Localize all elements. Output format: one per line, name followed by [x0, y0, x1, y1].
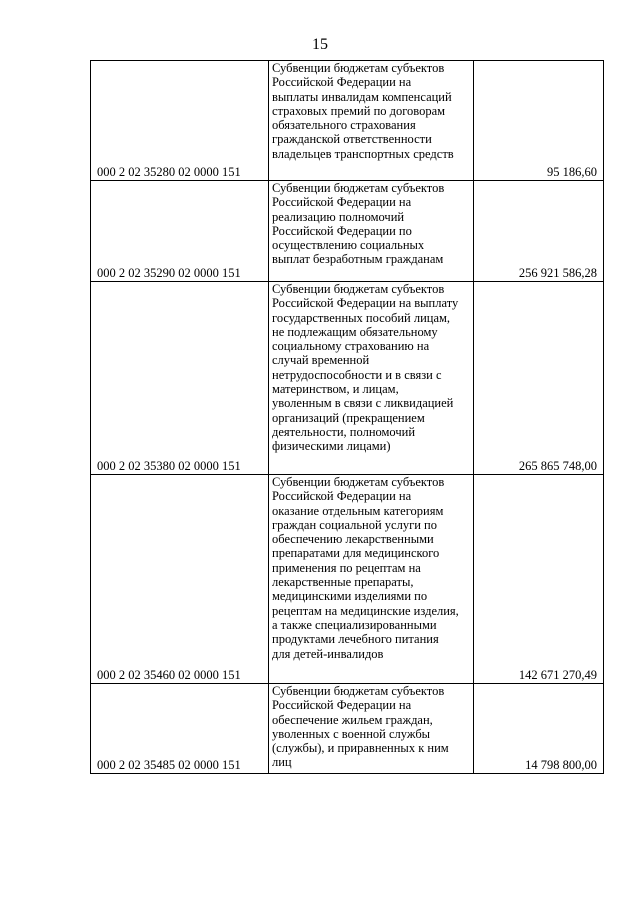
amount: 256 921 586,28	[474, 181, 604, 282]
description-line: обеспечению лекарственными	[272, 532, 434, 547]
description-line: уволенным в связи с ликвидацией	[272, 396, 454, 411]
description-line: оказание отдельным категориям	[272, 503, 444, 518]
description-line: реализацию полномочий	[272, 209, 405, 224]
amount: 95 186,60	[474, 61, 604, 181]
page-number: 15	[312, 36, 328, 53]
description	[269, 61, 474, 181]
description-line: владельцев транспортных средств	[272, 146, 454, 161]
description-line: Субвенции бюджетам субъектов	[272, 181, 445, 195]
description-line: Субвенции бюджетам субъектов	[272, 282, 445, 296]
description-line: обеспечение жильем граждан,	[272, 712, 433, 727]
description-line: Субвенции бюджетам субъектов	[272, 61, 445, 75]
description-line: медицинскими изделиями по	[272, 589, 428, 604]
description-line: препаратами для медицинского	[272, 546, 440, 561]
description-line: (службы), и приравненных к ним	[272, 741, 449, 756]
description-line: деятельности, полномочий	[272, 424, 416, 439]
table-row	[91, 282, 604, 475]
description-line: гражданской ответственности	[272, 132, 432, 147]
budget-code: 000 2 02 35280 02 0000 151	[91, 61, 269, 181]
description-line: нетрудоспособности и в связи с	[272, 367, 442, 382]
description-line: Российской Федерации на	[272, 489, 412, 504]
description	[269, 181, 474, 282]
amount: 142 671 270,49	[474, 475, 604, 684]
description-line: случай временной	[272, 353, 370, 368]
table-row	[91, 684, 604, 774]
table-row	[91, 475, 604, 684]
description-line: Российской Федерации на	[272, 698, 412, 713]
description-line: организаций (прекращением	[272, 410, 425, 425]
budget-code: 000 2 02 35460 02 0000 151	[91, 475, 269, 684]
description-line: страховых премий по договорам	[272, 103, 446, 118]
description-line: Российской Федерации по	[272, 223, 412, 238]
subventions-table	[90, 60, 604, 774]
description-line: граждан социальной услуги по	[272, 517, 437, 532]
description-line: лекарственные препараты,	[272, 575, 414, 590]
amount: 265 865 748,00	[474, 282, 604, 475]
description-line: Субвенции бюджетам субъектов	[272, 684, 445, 698]
budget-code: 000 2 02 35485 02 0000 151	[91, 684, 269, 774]
description-line: выплаты инвалидам компенсаций	[272, 89, 452, 104]
amount: 14 798 800,00	[474, 684, 604, 774]
description-line: не подлежащим обязательному	[272, 324, 438, 339]
description-line: Российской Федерации на выплату	[272, 296, 459, 311]
description-line: материнством, и лицам,	[272, 382, 399, 397]
budget-code: 000 2 02 35380 02 0000 151	[91, 282, 269, 475]
budget-code: 000 2 02 35290 02 0000 151	[91, 181, 269, 282]
description-line: обязательного страхования	[272, 118, 416, 133]
description-line: выплат безработным гражданам	[272, 252, 444, 267]
description-line: осуществлению социальных	[272, 238, 425, 253]
description-line: продуктами лечебного питания	[272, 632, 439, 647]
description-line: рецептам на медицинские изделия,	[272, 603, 459, 618]
description-line: применения по рецептам на	[272, 560, 421, 575]
description-line: государственных пособий лицам,	[272, 310, 451, 325]
description-line: уволенных с военной службы	[272, 726, 431, 741]
description-line: Российской Федерации на	[272, 75, 412, 90]
description-line: физическими лицами)	[272, 439, 391, 454]
description-line: Субвенции бюджетам субъектов	[272, 475, 445, 489]
description-line: а также специализированными	[272, 617, 437, 632]
description-line: лиц	[272, 755, 292, 770]
description-line: социальному страхованию на	[272, 339, 430, 354]
description	[269, 684, 474, 774]
description-line: для детей-инвалидов	[272, 646, 384, 661]
description	[269, 282, 474, 475]
table-row	[91, 61, 604, 181]
table-row	[91, 181, 604, 282]
description-line: Российской Федерации на	[272, 195, 412, 210]
description	[269, 475, 474, 684]
